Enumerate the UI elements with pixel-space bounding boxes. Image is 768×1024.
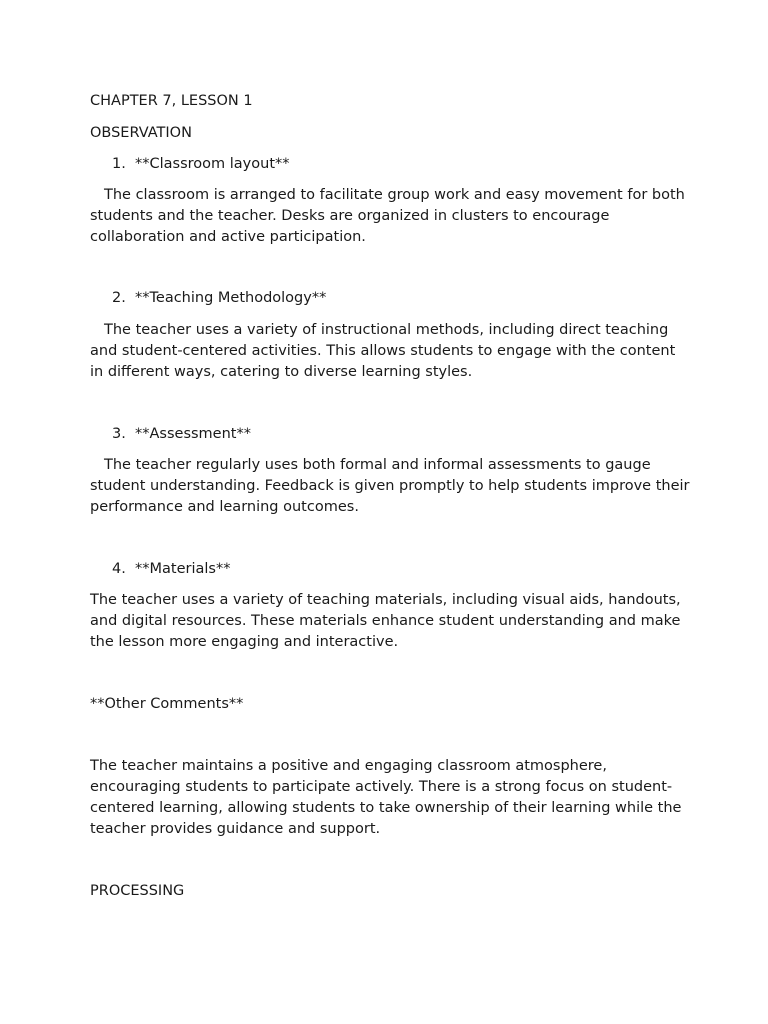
list-number: 2. <box>112 290 126 306</box>
list-item-title: **Assessment** <box>135 426 251 442</box>
list-item-2 <box>112 288 326 309</box>
section-title-observation: OBSERVATION <box>90 125 192 141</box>
paragraph-teaching-methodology: The teacher uses a variety of instructional methods, including direct teaching and student-centered activities. This allows students to engage with the content in different ways, catering to diverse learning styles. <box>90 322 676 380</box>
list-number: 3. <box>112 426 126 442</box>
list-item-1 <box>112 154 290 175</box>
list-item-3 <box>112 424 251 445</box>
paragraph-other-comments: The teacher maintains a positive and engaging classroom atmosphere, encouraging students to participate actively. There is a strong focus on student-centered learning, allowing students to take ownership of their learning while the teacher provides guidance and support. <box>90 758 682 837</box>
paragraph-classroom-layout: The classroom is arranged to facilitate group work and easy movement for both students and the teacher. Desks are organized in clusters to encourage collaboration and active participation. <box>90 187 685 245</box>
paragraph-materials: The teacher uses a variety of teaching materials, including visual aids, handouts, and digital resources. These materials enhance student understanding and make the lesson more engaging and interactive. <box>90 592 681 650</box>
list-item-title: **Teaching Methodology** <box>135 290 327 306</box>
list-item-title: **Materials** <box>135 561 231 577</box>
chapter-heading: CHAPTER 7, LESSON 1 <box>90 93 253 109</box>
section-title-processing: PROCESSING <box>90 883 185 899</box>
list-item-4 <box>112 559 230 580</box>
list-item-title: **Classroom layout** <box>135 156 290 172</box>
paragraph-assessment: The teacher regularly uses both formal and informal assessments to gauge student understanding. Feedback is given promptly to help students improve their performance and learning outcomes. <box>90 457 690 515</box>
list-number: 4. <box>112 561 126 577</box>
other-comments-title: **Other Comments** <box>90 696 244 712</box>
list-number: 1. <box>112 156 126 172</box>
